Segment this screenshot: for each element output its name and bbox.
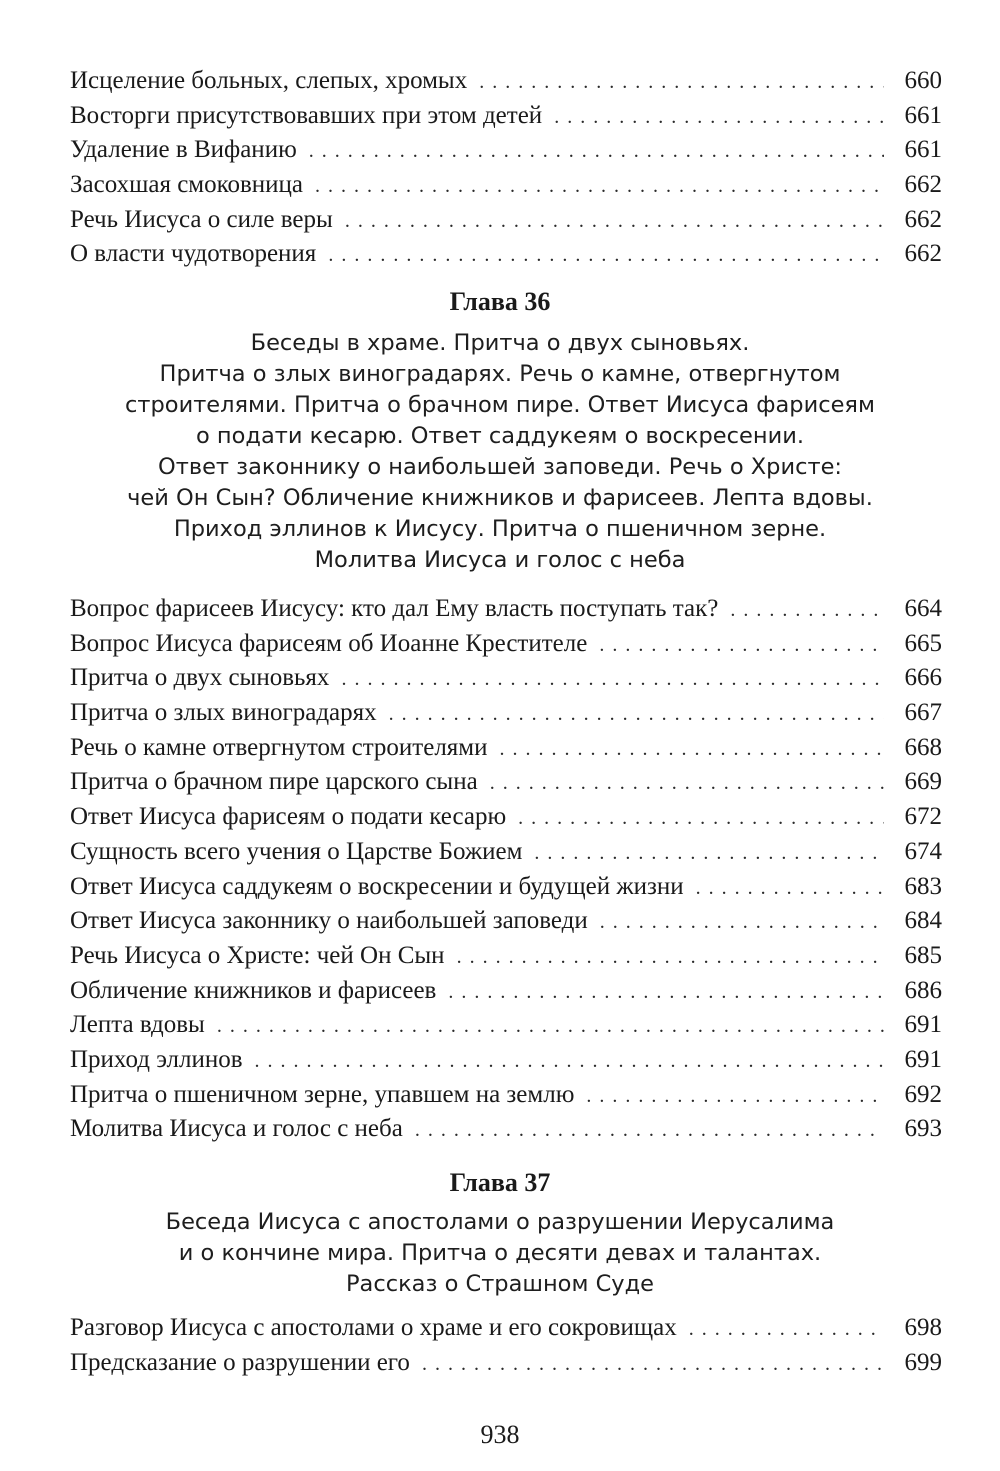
dot-leader [422, 1347, 884, 1382]
toc-entry-title: Восторги присутствовавших при этом детей [70, 101, 543, 129]
toc-entry [70, 1043, 942, 1078]
toc-entry [70, 835, 942, 870]
dot-leader [255, 1044, 884, 1079]
toc-entry-title: Засохшая смоковница [70, 171, 304, 199]
toc-entry-title: Удаление в Вифанию [70, 136, 297, 164]
toc-entry-title: Вопрос фарисеев Иисусу: кто дал Ему власть поступать так? [70, 595, 719, 622]
dot-leader [696, 871, 884, 906]
dot-leader [730, 593, 884, 628]
dot-leader [490, 766, 884, 801]
toc-entry [70, 99, 942, 134]
toc-entry-page: 699 [904, 1348, 942, 1376]
toc-entry-page: 662 [904, 205, 942, 233]
toc-entry [70, 1311, 942, 1346]
toc-entry-title: Речь Иисуса о силе веры [70, 205, 333, 233]
toc-entry [70, 1008, 942, 1043]
toc-entry-page: 664 [904, 595, 942, 622]
toc-entry-page: 691 [904, 1045, 942, 1073]
toc-entry [70, 1346, 942, 1381]
chapter-summary [0, 328, 1000, 576]
dot-leader [448, 975, 884, 1010]
toc-entry-page: 666 [904, 664, 942, 692]
dot-leader [457, 940, 884, 975]
toc-entry [70, 939, 942, 974]
toc-entry-page: 667 [904, 699, 942, 727]
toc-entry [70, 592, 942, 627]
toc-entry [70, 168, 942, 203]
toc-entry [70, 237, 942, 272]
toc-entry-page: 669 [904, 768, 942, 796]
toc-entry [70, 765, 942, 800]
toc-entry-title: Ответ Иисуса саддукеям о воскресении и будущей жизни [70, 872, 684, 900]
dot-leader [586, 1079, 884, 1114]
toc-entry-page: 698 [904, 1314, 942, 1341]
dot-leader [328, 238, 884, 273]
summary-line: Беседы в храме. Притча о двух сыновьях. [250, 330, 750, 356]
chapter-heading: Глава 36 [449, 287, 551, 316]
chapter-summary [0, 1207, 1000, 1300]
toc-entry-title: Приход эллинов [70, 1045, 243, 1073]
toc-entry [70, 1078, 942, 1113]
toc-entry [70, 870, 942, 905]
summary-line: Ответ законнику о наибольшей заповеди. Речь о Христе: [158, 454, 842, 480]
toc-entry-page: 665 [904, 629, 942, 657]
toc-entry-title: Исцеление больных, слепых, хромых [70, 67, 468, 94]
dot-leader [689, 1312, 884, 1347]
toc-entry-title: Обличение книжников и фарисеев [70, 976, 437, 1004]
dot-leader [389, 697, 884, 732]
page-number: 938 [480, 1420, 520, 1449]
summary-line: Приход эллинов к Иисусу. Притча о пшеничном зерне. [173, 516, 827, 542]
toc-entry-page: 674 [904, 837, 942, 865]
toc-entry-page: 684 [904, 907, 942, 935]
toc-entry-page: 683 [904, 872, 942, 900]
chapter-heading: Глава 37 [449, 1168, 551, 1197]
dot-leader [217, 1009, 884, 1044]
toc-entry [70, 904, 942, 939]
toc-entry-title: Молитва Иисуса и голос с неба [70, 1115, 403, 1143]
dot-leader [341, 662, 884, 697]
dot-leader [415, 1113, 884, 1148]
dot-leader [500, 732, 884, 767]
toc-entry [70, 1112, 942, 1147]
toc-entry-title: Вопрос Иисуса фарисеям об Иоанне Крестителе [70, 629, 588, 657]
toc-entry [70, 133, 942, 168]
dot-leader [600, 905, 884, 940]
summary-line: Притча о злых виноградарях. Речь о камне, отвергнутом [159, 361, 841, 387]
toc-entry-page: 686 [904, 976, 942, 1004]
toc-entry [70, 661, 942, 696]
toc-entry-title: Лепта вдовы [70, 1011, 205, 1039]
dot-leader [345, 204, 884, 239]
toc-entry-title: Притча о злых виноградарях [70, 699, 377, 727]
dot-leader [309, 134, 884, 169]
toc-section-top [70, 64, 942, 272]
toc-entry-title: Предсказание о разрушении его [70, 1348, 410, 1376]
toc-entry-title: Притча о брачном пире царского сына [70, 768, 478, 796]
toc-entry-page: 668 [904, 733, 942, 761]
toc-entry-page: 693 [904, 1115, 942, 1143]
toc-entry-page: 672 [904, 803, 942, 831]
dot-leader [479, 65, 884, 100]
dot-leader [599, 628, 884, 663]
toc-entry-title: Ответ Иисуса фарисеям о подати кесарю [70, 803, 507, 831]
toc-entry [70, 627, 942, 662]
summary-line: Молитва Иисуса и голос с неба [314, 547, 686, 573]
dot-leader [534, 836, 884, 871]
toc-entry-title: О власти чудотворения [70, 240, 317, 268]
toc-entry [70, 203, 942, 238]
toc-entry-page: 685 [904, 941, 942, 969]
toc-entry-page: 661 [904, 101, 942, 129]
toc-entry-title: Притча о пшеничном зерне, упавшем на землю [70, 1080, 575, 1108]
dot-leader [518, 801, 884, 836]
summary-line: Беседа Иисуса с апостолами о разрушении Иерусалима [165, 1209, 835, 1235]
toc-entry-title: Ответ Иисуса законнику о наибольшей заповеди [70, 907, 588, 935]
toc-entry-title: Притча о двух сыновьях [70, 664, 330, 692]
toc-entry-page: 691 [904, 1011, 942, 1039]
summary-line: о подати кесарю. Ответ саддукеям о воскресении. [196, 423, 804, 449]
toc-entry [70, 696, 942, 731]
summary-line: и о кончине мира. Притча о десяти девах и талантах. [178, 1240, 822, 1266]
toc-entry [70, 731, 942, 766]
toc-section-chapter-36 [70, 592, 942, 1147]
toc-entry [70, 64, 942, 99]
dot-leader [315, 169, 884, 204]
toc-entry-page: 692 [904, 1080, 942, 1108]
summary-line: чей Он Сын? Обличение книжников и фарисеев. Лепта вдовы. [127, 485, 873, 511]
toc-entry-title: Речь о камне отвергнутом строителями [70, 733, 488, 761]
toc-entry-page: 662 [904, 240, 942, 268]
toc-entry-title: Речь Иисуса о Христе: чей Он Сын [70, 941, 445, 969]
toc-section-chapter-37 [70, 1311, 942, 1380]
toc-entry [70, 800, 942, 835]
toc-entry-title: Сущность всего учения о Царстве Божием [70, 837, 523, 865]
toc-entry [70, 974, 942, 1009]
summary-line: Рассказ о Страшном Суде [345, 1271, 654, 1297]
toc-entry-title: Разговор Иисуса с апостолами о храме и его сокровищах [70, 1314, 677, 1341]
toc-entry-page: 661 [904, 136, 942, 164]
toc-entry-page: 660 [904, 67, 942, 94]
summary-line: строителями. Притча о брачном пире. Ответ Иисуса фарисеям [125, 392, 875, 418]
dot-leader [554, 100, 884, 135]
toc-entry-page: 662 [904, 171, 942, 199]
